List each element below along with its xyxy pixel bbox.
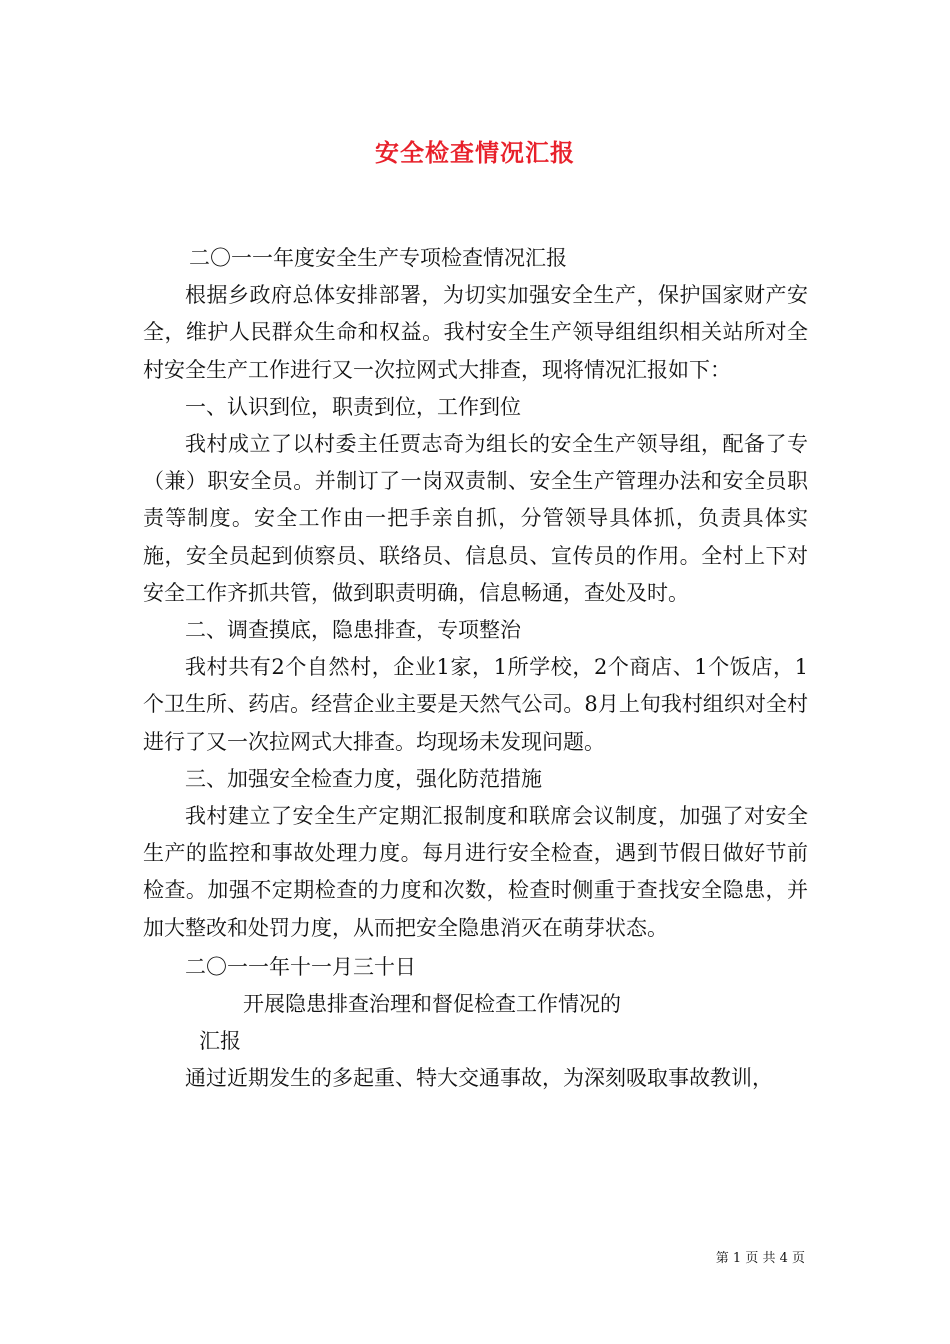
document-body [143,240,808,1098]
paragraph-section-2: 我村共有2个自然村，企业1家，1所学校，2个商店、1个饭店，1个卫生所、药店。经营企业主要是天然气公司。8月上旬我村组织对全村进行了又一次拉网式大排查。均现场未发现问题。 [143,655,808,754]
document-title: 安全检查情况汇报 [375,138,575,167]
section-heading-3: 三、加强安全检查力度，强化防范措施 [185,766,542,791]
date-line: 二〇一一年十一月三十日 [185,954,416,979]
second-title-line1: 开展隐患排查治理和督促检查工作情况的 [243,992,621,1017]
subtitle: 二〇一一年度安全生产专项检查情况汇报 [189,246,567,270]
paragraph-last: 通过近期发生的多起重、特大交通事故，为深刻吸取事故教训， [185,1066,773,1091]
second-title-line2: 汇报 [199,1029,241,1054]
paragraph-intro: 根据乡政府总体安排部署，为切实加强安全生产，保护国家财产安全，维护人民群众生命和权益。我村安全生产领导组组织相关站所对全村安全生产工作进行又一次拉网式大排查，现将情况汇报如下： [143,283,808,382]
section-heading-2: 二、调查摸底，隐患排查，专项整治 [185,618,521,643]
page-number: 第 1 页 共 4 页 [715,1251,805,1266]
paragraph-section-1: 我村成立了以村委主任贾志奇为组长的安全生产领导组，配备了专（兼）职安全员。并制订了一岗双责制、安全生产管理办法和安全员职责等制度。安全工作由一把手亲自抓，分管领导具体抓，负责具体实施，安全员起到侦察员、联络员、信息员、宣传员的作用。全村上下对安全工作齐抓共管，做到职责明确，信息畅通，查处及时。 [143,432,808,605]
paragraph-section-3: 我村建立了安全生产定期汇报制度和联席会议制度，加强了对安全生产的监控和事故处理力度。每月进行安全检查，遇到节假日做好节前检查。加强不定期检查的力度和次数，检查时侧重于查找安全隐患，并加大整改和处罚力度，从而把安全隐患消灭在萌芽状态。 [143,804,808,940]
section-heading-1: 一、认识到位，职责到位，工作到位 [185,394,521,419]
